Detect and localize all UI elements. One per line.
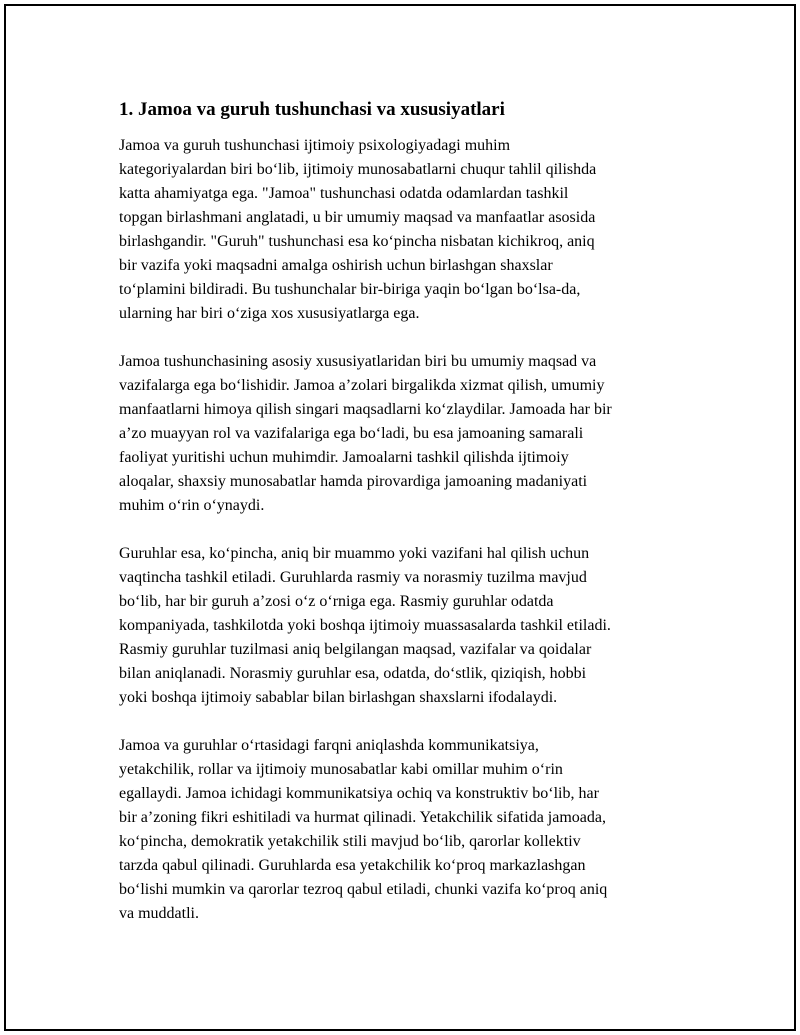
text-line: katta ahamiyatga ega. "Jamoa" tushunchasi odatda odamlardan tashkil [119,185,569,202]
text-line: bo‘lib, har bir guruh a’zosi o‘z o‘rniga ega. Rasmiy guruhlar odatda [119,593,554,610]
text-line: vazifalarga ega bo‘lishidir. Jamoa a’zolari birgalikda xizmat qilish, umumiy [119,377,605,394]
text-line: vaqtincha tashkil etiladi. Guruhlarda rasmiy va norasmiy tuzilma mavjud [119,569,587,586]
text-line: kategoriyalardan biri bo‘lib, ijtimoiy munosabatlarni chuqur tahlil qilishda [119,161,597,178]
text-line: ularning har biri o‘ziga xos xususiyatlarga ega. [119,305,420,322]
text-line: muhim o‘rin o‘ynaydi. [119,497,265,514]
text-line: bir vazifa yoki maqsadni amalga oshirish uchun birlashgan shaxslar [119,257,553,274]
paragraph [119,134,699,326]
paragraph [119,542,699,710]
text-line: kompaniyada, tashkilotda yoki boshqa ijtimoiy muassasalarda tashkil etiladi. [119,617,611,634]
paragraph [119,350,699,518]
text-line: topgan birlashmani anglatadi, u bir umumiy maqsad va manfaatlar asosida [119,209,596,226]
text-line: birlashgandir. "Guruh" tushunchasi esa ko‘pincha nisbatan kichikroq, aniq [119,233,595,250]
text-line: Guruhlar esa, ko‘pincha, aniq bir muammo yoki vazifani hal qilish uchun [119,545,590,562]
text-line: yoki boshqa ijtimoiy sabablar bilan birlashgan shaxslarni ifodalaydi. [119,689,558,706]
text-line: Jamoa tushunchasining asosiy xususiyatlaridan biri bu umumiy maqsad va [119,353,597,370]
text-line: bilan aniqlanadi. Norasmiy guruhlar esa, odatda, do‘stlik, qiziqish, hobbi [119,665,587,682]
text-line: Jamoa va guruhlar o‘rtasidagi farqni aniqlashda kommunikatsiya, [119,737,539,754]
text-line: to‘plamini bildiradi. Bu tushunchalar bir-biriga yaqin bo‘lgan bo‘lsa-da, [119,281,581,298]
text-line: bo‘lishi mumkin va qarorlar tezroq qabul etiladi, chunki vazifa ko‘proq aniq [119,881,608,898]
paragraph [119,734,699,926]
text-line: Rasmiy guruhlar tuzilmasi aniq belgilangan maqsad, vazifalar va qoidalar [119,641,592,658]
text-line: Jamoa va guruh tushunchasi ijtimoiy psixologiyadagi muhim [119,137,511,154]
text-line: aloqalar, shaxsiy munosabatlar hamda pirovardiga jamoaning madaniyati [119,473,588,490]
text-line: tarzda qabul qilinadi. Guruhlarda esa yetakchilik ko‘proq markazlashgan [119,857,586,874]
text-line: yetakchilik, rollar va ijtimoiy munosabatlar kabi omillar muhim o‘rin [119,761,563,778]
text-line: manfaatlarni himoya qilish singari maqsadlarni ko‘zlaydilar. Jamoada har bir [119,401,612,418]
document-body [119,98,699,950]
text-line: va muddatli. [119,905,199,922]
text-line: faoliyat yuritishi uchun muhimdir. Jamoalarni tashkil qilishda ijtimoiy [119,449,569,466]
text-line: a’zo muayyan rol va vazifalariga ega bo‘ladi, bu esa jamoaning samarali [119,425,584,442]
paragraph-list [119,134,699,926]
page-frame [4,4,796,1031]
text-line: bir a’zoning fikri eshitiladi va hurmat qilinadi. Yetakchilik sifatida jamoada, [119,809,606,826]
text-line: egallaydi. Jamoa ichidagi kommunikatsiya ochiq va konstruktiv bo‘lib, har [119,785,599,802]
section-heading: 1. Jamoa va guruh tushunchasi va xususiyatlari [119,99,505,120]
text-line: ko‘pincha, demokratik yetakchilik stili mavjud bo‘lib, qarorlar kollektiv [119,833,581,850]
